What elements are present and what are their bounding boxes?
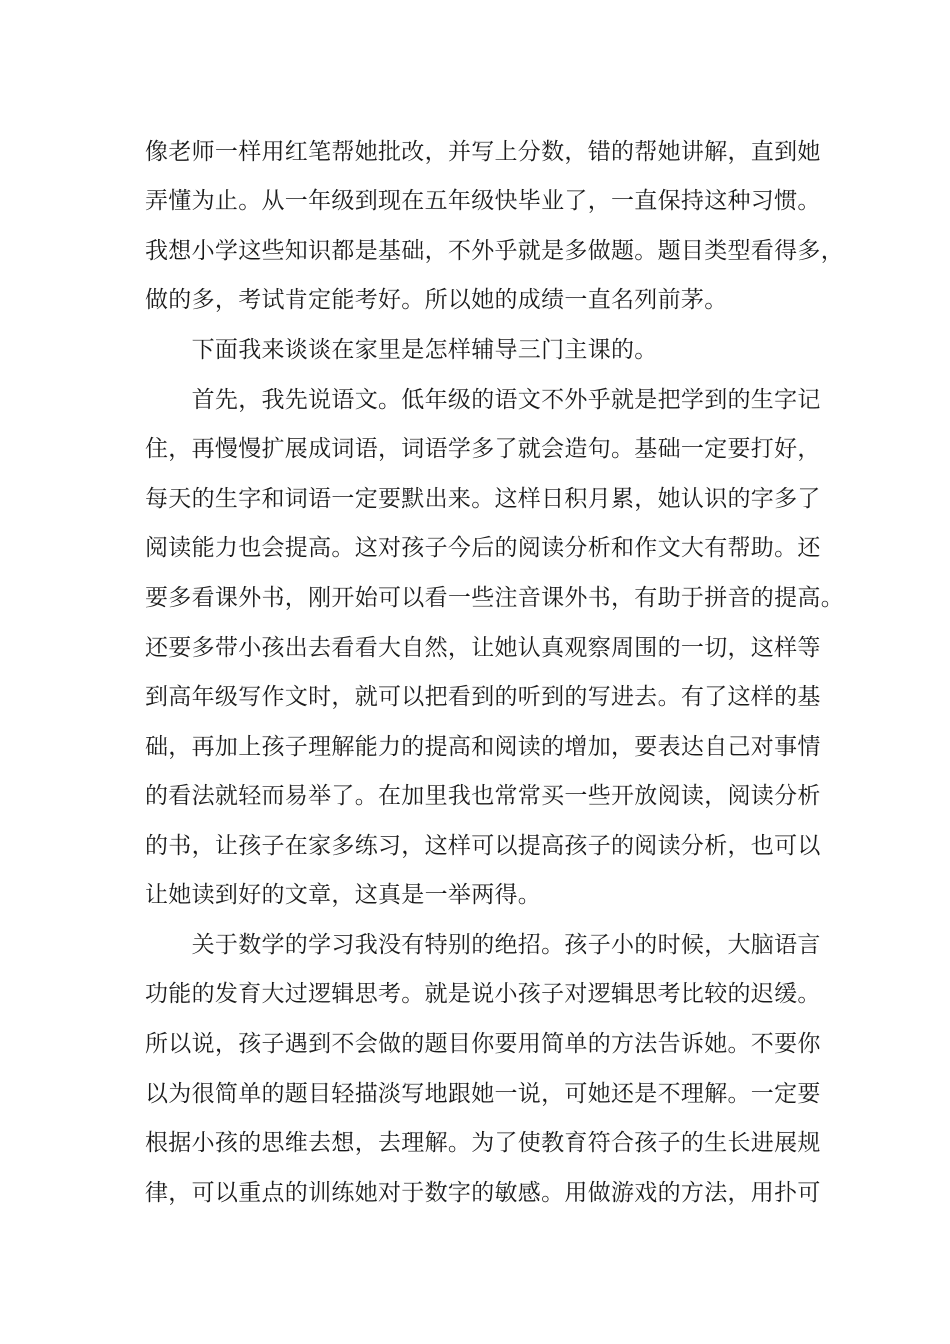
text-line: 首先，我先说语文。低年级的语文不外乎就是把学到的生字记 bbox=[145, 387, 821, 413]
text-line: 还要多带小孩出去看看大自然，让她认真观察周围的一切，这样等 bbox=[145, 635, 821, 661]
text-line: 像老师一样用红笔帮她批改，并写上分数，错的帮她讲解，直到她 bbox=[145, 139, 821, 165]
text-line: 弄懂为止。从一年级到现在五年级快毕业了，一直保持这种习惯。 bbox=[145, 188, 821, 214]
text-line: 住，再慢慢扩展成词语，词语学多了就会造句。基础一定要打好， bbox=[145, 436, 821, 462]
text-line: 础，再加上孩子理解能力的提高和阅读的增加，要表达自己对事情 bbox=[145, 734, 821, 760]
text-line: 到高年级写作文时，就可以把看到的听到的写进去。有了这样的基 bbox=[145, 684, 821, 710]
text-line: 我想小学这些知识都是基础，不外乎就是多做题。题目类型看得多， bbox=[145, 238, 844, 264]
text-line: 下面我来谈谈在家里是怎样辅导三门主课的。 bbox=[145, 337, 658, 363]
text-line: 的书，让孩子在家多练习，这样可以提高孩子的阅读分析，也可以 bbox=[145, 833, 821, 859]
text-line: 律，可以重点的训练她对于数字的敏感。用做游戏的方法，用扑可 bbox=[145, 1180, 821, 1206]
text-line: 阅读能力也会提高。这对孩子今后的阅读分析和作文大有帮助。还 bbox=[145, 535, 821, 561]
text-line: 关于数学的学习我没有特别的绝招。孩子小的时候，大脑语言 bbox=[145, 932, 821, 958]
text-line: 所以说，孩子遇到不会做的题目你要用简单的方法告诉她。不要你 bbox=[145, 1031, 821, 1057]
text-line: 的看法就轻而易举了。在加里我也常常买一些开放阅读，阅读分析 bbox=[145, 783, 821, 809]
text-line: 功能的发育大过逻辑思考。就是说小孩子对逻辑思考比较的迟缓。 bbox=[145, 981, 821, 1007]
text-line: 每天的生字和词语一定要默出来。这样日积月累，她认识的字多了 bbox=[145, 486, 821, 512]
text-line: 让她读到好的文章，这真是一举两得。 bbox=[145, 882, 542, 908]
text-line: 以为很简单的题目轻描淡写地跟她一说，可她还是不理解。一定要 bbox=[145, 1081, 821, 1107]
text-line: 做的多，考试肯定能考好。所以她的成绩一直名列前茅。 bbox=[145, 287, 728, 313]
text-line: 根据小孩的思维去想，去理解。为了使教育符合孩子的生长进展规 bbox=[145, 1130, 821, 1156]
text-line: 要多看课外书，刚开始可以看一些注音课外书，有助于拼音的提高。 bbox=[145, 585, 844, 611]
